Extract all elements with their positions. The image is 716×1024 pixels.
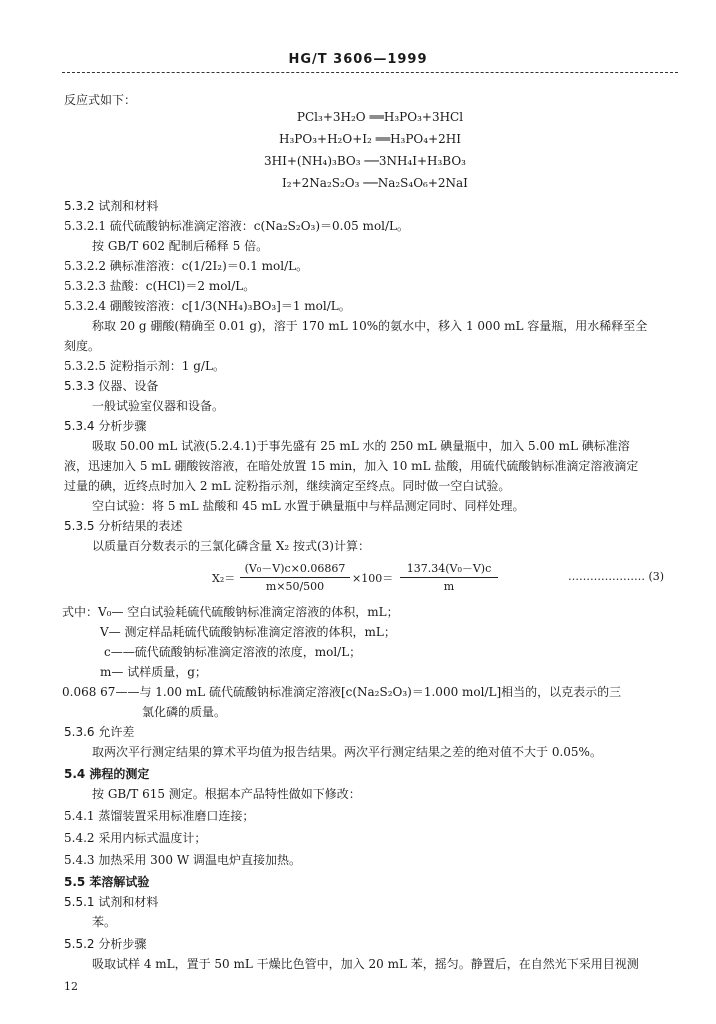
item-5-4-3: 5.4.3 加热采用 300 W 调温电炉直接加热。 [64, 853, 302, 867]
blank-test-line: 空白试验：将 5 mL 盐酸和 45 mL 水置于碘量瓶中与样品测定同时、同样处理。 [92, 499, 525, 513]
section-5-4-text: 按 GB/T 615 测定。根据本产品特性做如下修改： [92, 787, 361, 801]
intro-text: 反应式如下： [64, 93, 137, 107]
section-5-5-2-text: 吸取试样 4 mL，置于 50 mL 干燥比色管中，加入 20 mL 苯，摇匀。静置后，在自然光下采用目视测 [92, 957, 639, 971]
procedure-line-1: 吸取 50.00 mL 试液(5.2.4.1)于事先盛有 25 mL 水的 250 mL 碘量瓶中，加入 5.00 mL 碘标准溶 [92, 439, 630, 453]
where-constant-cont: 氯化磷的质量。 [142, 705, 227, 719]
section-5-3-2: 5.3.2 试剂和材料 [64, 199, 159, 213]
where-c: c——硫代硫酸钠标准滴定溶液的浓度，mol/L； [104, 645, 362, 659]
reaction-3: 3HI+(NH₄)₃BO₃ ──3NH₄I+H₃BO₃ [264, 154, 466, 168]
header-rule [62, 72, 678, 73]
formula-number: ………………… (3) [568, 570, 665, 583]
fraction-bar-2 [400, 577, 498, 578]
section-5-5-2: 5.5.2 分析步骤 [64, 937, 147, 951]
formula-lhs: X₂＝ [212, 572, 236, 585]
page-number: 12 [64, 980, 78, 993]
formula-intro: 以质量百分数表示的三氯化磷含量 X₂ 按式(3)计算： [92, 539, 370, 553]
standard-code-header: HG/T 3606—1999 [288, 52, 428, 67]
section-5-5-1-text: 苯。 [92, 915, 117, 929]
procedure-line-3: 过量的碘，近终点时加入 2 mL 淀粉指示剂，继续滴定至终点。同时做一空白试验。 [64, 479, 511, 493]
where-v: V— 测定样品耗硫代硫酸钠标准滴定溶液的体积，mL； [100, 625, 396, 639]
formula-mid: ×100＝ [352, 572, 394, 585]
item-5-3-2-2: 5.3.2.2 碘标准溶液：c(1/2I₂)＝0.1 mol/L。 [64, 259, 309, 273]
item-5-3-2-4-text-cont: 刻度。 [64, 339, 101, 353]
section-5-3-6-text: 取两次平行测定结果的算术平均值为报告结果。两次平行测定结果之差的绝对值不大于 0.05%。 [92, 745, 602, 759]
item-5-3-2-1: 5.3.2.1 硫代硫酸钠标准滴定溶液：c(Na₂S₂O₃)＝0.05 mol/L。 [64, 219, 410, 233]
section-5-5-1: 5.5.1 试剂和材料 [64, 895, 159, 909]
reaction-2: H₃PO₃+H₂O+I₂ ══H₃PO₄+2HI [279, 132, 461, 146]
section-5-4: 5.4 沸程的测定 [64, 767, 150, 781]
reaction-1: PCl₃+3H₂O ══H₃PO₃+3HCl [296, 110, 464, 124]
reaction-4: I₂+2Na₂S₂O₃ ──Na₂S₄O₆+2NaI [282, 176, 468, 190]
section-5-3-5: 5.3.5 分析结果的表述 [64, 519, 183, 533]
section-5-5: 5.5 苯溶解试验 [64, 875, 150, 889]
formula-denominator-1: m×50/500 [265, 580, 325, 593]
item-5-3-2-3: 5.3.2.3 盐酸：c(HCl)＝2 mol/L。 [64, 279, 256, 293]
item-5-4-2: 5.4.2 采用内标式温度计； [64, 831, 207, 845]
item-5-3-2-4-text: 称取 20 g 硼酸(精确至 0.01 g)，溶于 170 mL 10%的氨水中，移入 1 000 mL 容量瓶，用水稀释至全 [92, 319, 648, 333]
item-5-3-2-4: 5.3.2.4 硼酸铵溶液：c[1/3(NH₄)₃BO₃]＝1 mol/L。 [64, 299, 351, 313]
formula-numerator-2: 137.34(V₀－V)c [406, 562, 492, 575]
formula-denominator-2: m [443, 580, 455, 593]
where-v0: 式中：V₀— 空白试验耗硫代硫酸钠标准滴定溶液的体积，mL； [62, 605, 399, 619]
formula-numerator-1: (V₀－V)c×0.06867 [244, 562, 346, 575]
fraction-bar-1 [240, 577, 350, 578]
section-5-3-6: 5.3.6 允许差 [64, 725, 135, 739]
section-5-3-3-text: 一般试验室仪器和设备。 [92, 399, 225, 413]
item-5-4-1: 5.4.1 蒸馏装置采用标准磨口连接； [64, 809, 255, 823]
section-5-3-3: 5.3.3 仪器、设备 [64, 379, 159, 393]
item-5-3-2-1-note: 按 GB/T 602 配制后稀释 5 倍。 [92, 239, 269, 253]
procedure-line-2: 液，迅速加入 5 mL 硼酸铵溶液，在暗处放置 15 min，加入 10 mL 盐酸，用硫代硫酸钠标准滴定溶液滴定 [64, 459, 639, 473]
section-5-3-4: 5.3.4 分析步骤 [64, 419, 147, 433]
where-constant: 0.068 67——与 1.00 mL 硫代硫酸钠标准滴定溶液[c(Na₂S₂O₃)＝1.000 mol/L]相当的，以克表示的三 [62, 685, 622, 699]
where-m: m— 试样质量，g； [100, 665, 207, 679]
item-5-3-2-5: 5.3.2.5 淀粉指示剂：1 g/L。 [64, 359, 225, 373]
